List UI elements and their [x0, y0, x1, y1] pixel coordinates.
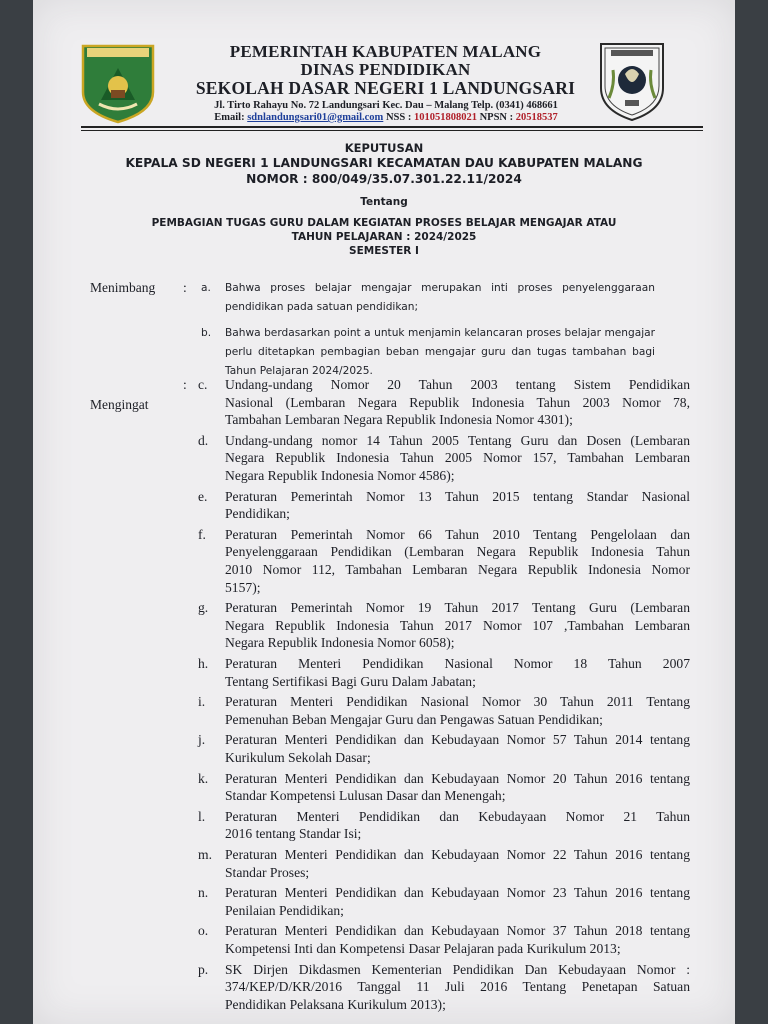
letterhead-divider-thin	[81, 130, 703, 131]
item-letter: j.	[198, 732, 206, 748]
item-text-line: Nasional (Lembaran Negara Republik Indonesia Tahun 2003 Nomor 78,	[225, 394, 690, 410]
item-text-line: Undang-undang Nomor 20 Tahun 2003 tentang Sistem Pendidikan	[225, 377, 690, 392]
item-text-line: 2010 Nomor 112, Tambahan Lembaran Negara Republik Indonesia Nomor	[225, 561, 690, 577]
item-text-line: Pendidikan Pelaksana Kurikulum 2013);	[225, 996, 446, 1012]
kabupaten-malang-logo	[79, 42, 157, 124]
item-text-line: Peraturan Menteri Pendidikan dan Kebudayaan Nomor 23 Tahun 2016 tentang	[225, 885, 690, 901]
item-text-line: Negara Republik Indonesia Tahun 2017 Nomor 107 ,Tambahan Lembaran	[225, 617, 690, 633]
item-text-line: Tentang Sertifikasi Bagi Guru Dalam Jabatan;	[225, 673, 476, 689]
item-text-line: Standar Kompetensi Lulusan Dasar dan Menengah;	[225, 788, 506, 804]
item-letter: b.	[201, 327, 212, 339]
item-letter: e.	[198, 488, 208, 504]
item-text-line: SK Dirjen Dikdasmen Kementerian Pendidikan Dan Kebudayaan Nomor :	[225, 961, 690, 977]
letterhead-school-name: SEKOLAH DASAR NEGERI 1 LANDUNGSARI	[195, 78, 576, 98]
letterhead-department: DINAS PENDIDIKAN	[300, 60, 471, 79]
item-text-line: 2016 tentang Standar Isi;	[225, 826, 362, 842]
item-text-line: Peraturan Pemerintah Nomor 13 Tahun 2015 tentang Standar Nasional	[225, 488, 690, 504]
email-link[interactable]: sdnlandungsari01@gmail.com	[247, 112, 384, 123]
letterhead-divider-thick	[81, 126, 703, 128]
item-text-line: Kompetensi Inti dan Kompetensi Dasar Pelajaran pada Kurikulum 2013;	[225, 940, 621, 956]
item-text-line: 374/KEP/D/KR/2016 Tanggal 11 Juli 2016 Tentang Penetapan Satuan	[225, 979, 690, 995]
item-letter: h.	[198, 656, 209, 671]
item-text-line: Peraturan Menteri Pendidikan dan Kebudayaan Nomor 22 Tahun 2016 tentang	[225, 847, 690, 862]
menimbang-colon: :	[183, 280, 187, 295]
nss-value: 101051808021	[413, 112, 477, 123]
npsn-label: NPSN :	[479, 112, 514, 123]
item-letter: n.	[198, 885, 209, 901]
item-text-line: Peraturan Menteri Pendidikan Nasional Nomor 18 Tahun 2007	[225, 656, 690, 671]
item-letter: o.	[198, 923, 209, 939]
item-text-line: Penilaian Pendidikan;	[225, 902, 344, 918]
item-letter: c.	[198, 377, 208, 392]
mengingat-colon: :	[183, 377, 187, 392]
item-text-line: Bahwa berdasarkan point a untuk menjamin kelancaran proses belajar mengajar	[225, 327, 655, 339]
item-text-line: Negara Republik Indonesia Nomor 6058);	[225, 635, 455, 651]
npsn-value: 20518537	[515, 112, 558, 123]
letterhead-address: Jl. Tirto Rahayu No. 72 Landungsari Kec. Dau – Malang Telp. (0341) 468661	[214, 100, 558, 111]
school-emblem-logo	[595, 36, 669, 122]
item-letter: f.	[198, 526, 206, 542]
item-text-line: Bahwa proses belajar mengajar merupakan inti proses penyelenggaraan	[225, 282, 655, 294]
item-text-line: Kurikulum Sekolah Dasar;	[225, 749, 371, 765]
item-text-line: Standar Proses;	[225, 864, 310, 880]
document-page	[33, 0, 735, 1024]
decree-topic-line2: TAHUN PELAJARAN : 2024/2025	[291, 231, 477, 243]
menimbang-label: Menimbang	[90, 280, 156, 295]
decree-topic-line3: SEMESTER I	[349, 245, 419, 257]
decree-issuer: KEPALA SD NEGERI 1 LANDUNGSARI KECAMATAN DAU KABUPATEN MALANG	[125, 156, 643, 170]
item-text-line: Negara Republik Indonesia Tahun 2005 Nomor 157, Tambahan Lembaran	[225, 450, 690, 466]
letterhead-government: PEMERINTAH KABUPATEN MALANG	[229, 42, 542, 61]
email-label: Email:	[214, 112, 245, 123]
item-text-line: Undang-undang nomor 14 Tahun 2005 Tentang Guru dan Dosen (Lembaran	[225, 432, 690, 448]
item-text-line: Peraturan Pemerintah Nomor 66 Tahun 2010 Tentang Pengelolaan dan	[225, 526, 690, 542]
item-text-line: Penyelenggaraan Pendidikan (Lembaran Negara Republik Indonesia Tahun	[225, 544, 690, 560]
item-letter: d.	[198, 432, 209, 448]
item-text-line: Peraturan Menteri Pendidikan dan Kebudayaan Nomor 21 Tahun	[225, 808, 690, 824]
item-text-line: Tahun Pelajaran 2024/2025.	[225, 365, 373, 377]
item-letter: k.	[198, 770, 209, 786]
item-text-line: Peraturan Menteri Pendidikan dan Kebudayaan Nomor 20 Tahun 2016 tentang	[225, 770, 690, 786]
letterhead-contact	[181, 112, 591, 123]
item-text-line: perlu ditetapkan pembagian beban mengajar guru dan tugas tambahan bagi	[225, 346, 655, 358]
decree-topic-line1: PEMBAGIAN TUGAS GURU DALAM KEGIATAN PROSES BELAJAR MENGAJAR ATAU	[151, 217, 617, 229]
decree-title: KEPUTUSAN	[344, 141, 424, 155]
item-text-line: Peraturan Menteri Pendidikan Nasional Nomor 30 Tahun 2011 Tentang	[225, 694, 690, 710]
item-text-line: Negara Republik Indonesia Nomor 4586);	[225, 467, 455, 483]
nss-label: NSS :	[385, 112, 412, 123]
item-text-line: Pendidikan;	[225, 506, 290, 522]
item-letter: m.	[198, 847, 212, 862]
item-text-line: Pemenuhan Beban Mengajar Guru dan Pengawas Satuan Pendidikan;	[225, 711, 603, 727]
item-text-line: pendidikan pada satuan pendidikan;	[225, 301, 419, 313]
item-letter: g.	[198, 600, 209, 616]
item-letter: a.	[201, 282, 211, 294]
item-letter: i.	[198, 694, 206, 710]
item-letter: p.	[198, 961, 209, 977]
item-text-line: 5157);	[225, 579, 261, 595]
item-text-line: Tambahan Lembaran Negara Republik Indonesia Nomor 4301);	[225, 412, 573, 428]
item-text-line: Peraturan Pemerintah Nomor 19 Tahun 2017 Tentang Guru (Lembaran	[225, 600, 690, 616]
decree-about: Tentang	[360, 196, 408, 208]
decree-number: NOMOR : 800/049/35.07.301.22.11/2024	[246, 172, 522, 186]
item-text-line: Peraturan Menteri Pendidikan dan Kebudayaan Nomor 57 Tahun 2014 tentang	[225, 732, 690, 748]
mengingat-label: Mengingat	[90, 397, 149, 412]
item-text-line: Peraturan Menteri Pendidikan dan Kebudayaan Nomor 37 Tahun 2018 tentang	[225, 923, 690, 939]
item-letter: l.	[198, 808, 206, 824]
